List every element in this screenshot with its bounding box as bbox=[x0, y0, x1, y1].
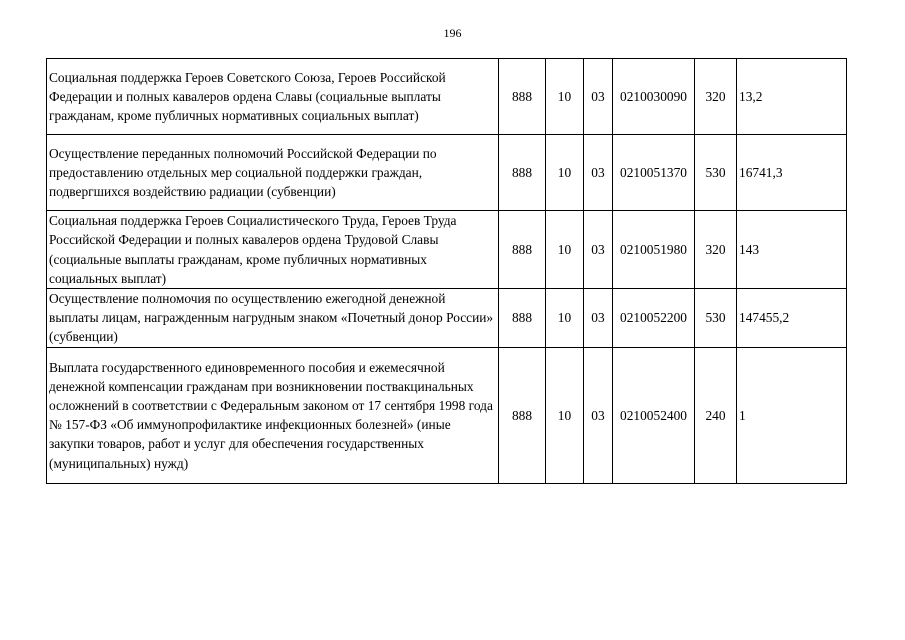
expense-type-code: 320 bbox=[695, 59, 737, 135]
target-article-code: 0210052400 bbox=[613, 347, 695, 483]
ministry-code: 888 bbox=[499, 211, 546, 289]
table-row bbox=[47, 135, 847, 211]
amount-value: 13,2 bbox=[737, 59, 847, 135]
subsection-code: 03 bbox=[584, 59, 613, 135]
table-row bbox=[47, 59, 847, 135]
expense-type-code: 240 bbox=[695, 347, 737, 483]
subsection-code: 03 bbox=[584, 211, 613, 289]
budget-table bbox=[46, 58, 847, 484]
ministry-code: 888 bbox=[499, 59, 546, 135]
row-description: Выплата государственного единовременного пособия и ежемесячной денежной компенсации гражданам при возникновении поствакцинальных осложнений в соответствии с Федеральным законом от 17 сентября 1998 года № 157-ФЗ «Об иммунопрофилактике инфекционных болезней» (иные закупки товаров, работ и услуг для обеспечения государственных (муниципальных) нужд) bbox=[47, 347, 499, 483]
row-description: Социальная поддержка Героев Социалистического Труда, Героев Труда Российской Федерации и полных кавалеров ордена Трудовой Славы (социальные выплаты гражданам, кроме публичных нормативных социальных выплат) bbox=[47, 211, 499, 289]
section-code: 10 bbox=[546, 135, 584, 211]
amount-value: 1 bbox=[737, 347, 847, 483]
target-article-code: 0210051980 bbox=[613, 211, 695, 289]
table-row bbox=[47, 211, 847, 289]
table-row bbox=[47, 289, 847, 348]
amount-value: 16741,3 bbox=[737, 135, 847, 211]
ministry-code: 888 bbox=[499, 347, 546, 483]
expense-type-code: 320 bbox=[695, 211, 737, 289]
target-article-code: 0210052200 bbox=[613, 289, 695, 348]
section-code: 10 bbox=[546, 347, 584, 483]
subsection-code: 03 bbox=[584, 135, 613, 211]
row-description: Осуществление полномочия по осуществлению ежегодной денежной выплаты лицам, награжденным нагрудным знаком «Почетный донор России» (субвенции) bbox=[47, 289, 499, 348]
row-description: Осуществление переданных полномочий Российской Федерации по предоставлению отдельных мер социальной поддержки граждан, подвергшихся воздействию радиации (субвенции) bbox=[47, 135, 499, 211]
page-number: 196 bbox=[443, 26, 462, 40]
section-code: 10 bbox=[546, 59, 584, 135]
section-code: 10 bbox=[546, 211, 584, 289]
subsection-code: 03 bbox=[584, 347, 613, 483]
expense-type-code: 530 bbox=[695, 135, 737, 211]
amount-value: 147455,2 bbox=[737, 289, 847, 348]
row-description: Социальная поддержка Героев Советского Союза, Героев Российской Федерации и полных кавалеров ордена Славы (социальные выплаты гражданам, кроме публичных нормативных социальных выплат) bbox=[47, 59, 499, 135]
expense-type-code: 530 bbox=[695, 289, 737, 348]
section-code: 10 bbox=[546, 289, 584, 348]
table-row bbox=[47, 347, 847, 483]
ministry-code: 888 bbox=[499, 135, 546, 211]
subsection-code: 03 bbox=[584, 289, 613, 348]
target-article-code: 0210051370 bbox=[613, 135, 695, 211]
ministry-code: 888 bbox=[499, 289, 546, 348]
amount-value: 143 bbox=[737, 211, 847, 289]
target-article-code: 0210030090 bbox=[613, 59, 695, 135]
